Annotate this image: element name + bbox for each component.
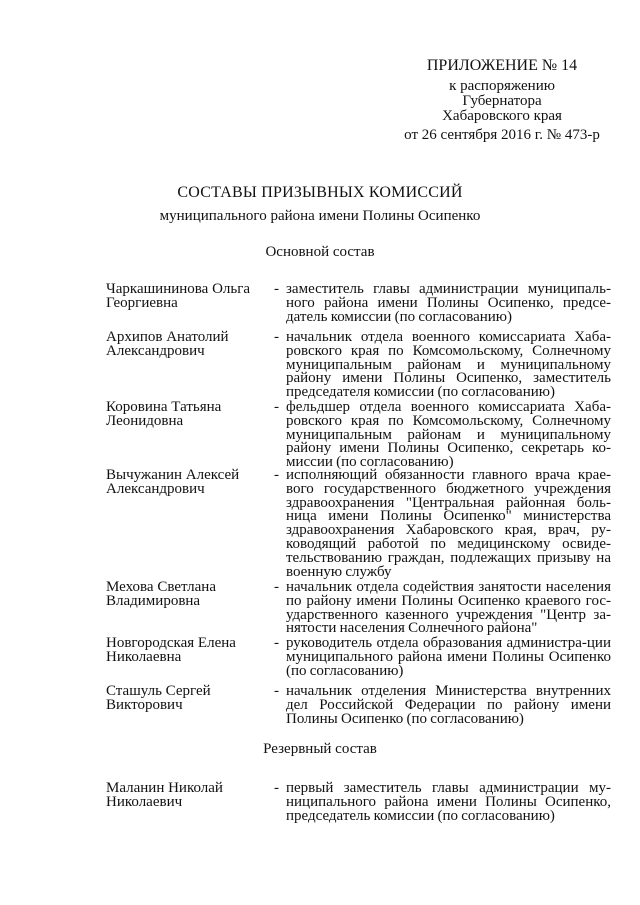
member-name: Чаркашининова Ольга Георгиевна xyxy=(106,281,251,311)
member-name: Архипов Анатолий Александрович xyxy=(106,329,229,359)
appendix-block xyxy=(392,58,612,143)
member-role: первый заместитель главы администрации му-ниципального района имени Полины Осипенко, председатель комиссии (по согласованию) xyxy=(286,780,611,824)
member-name: Коровина Татьяна Леонидовна xyxy=(106,399,222,429)
member-dash: - xyxy=(274,281,279,297)
member-role: фельдшер отдела военного комиссариата Хаба-ровского края по Комсомольскому, Солнечному муниципальным районам и муниципальному району имени Полины Осипенко, секретарь ко-миссии (по согласованию) xyxy=(286,399,611,471)
appendix-date: от 26 сентября 2016 г. № 473-р xyxy=(404,127,600,143)
member-name: Вычужанин Алексей Александрович xyxy=(106,467,240,497)
member-role: начальник отделения Министерства внутренних дел Российской Федерации по району имени Полины Осипенко (по согласованию) xyxy=(286,683,611,727)
member-name: Сташуль Сергей Викторович xyxy=(106,683,211,713)
member-dash: - xyxy=(274,683,279,699)
member-dash: - xyxy=(274,780,279,796)
member-dash: - xyxy=(274,329,279,345)
member-role: заместитель главы администрации муниципаль-ного района имени Полины Осипенко, предсе-датель комиссии (по согласованию) xyxy=(286,281,611,325)
member-role: начальник отдела военного комиссариата Хаба-ровского края по Комсомольскому, Солнечному муниципальным районам и муниципальному району имени Полины Осипенко, заместитель председателя комиссии (по согласованию) xyxy=(286,329,611,401)
main-section-heading: Основной состав xyxy=(265,244,375,260)
member-name: Мехова Светлана Владимировна xyxy=(106,579,216,609)
member-role: исполняющий обязанности главного врача краe-вого государственного бюджетного учреждения здравоохранения "Центральная районная боль-ница имени Полины Осипенко" министерства здравоохранения Хабаровского края, врач, ру-ководящий работой по медицинскому освиде-тельствованию граждан, подлежащих призыву на военную службу xyxy=(286,467,611,580)
member-name: Маланин Николай Николаевич xyxy=(106,780,223,810)
appendix-number: ПРИЛОЖЕНИЕ № 14 xyxy=(426,57,578,74)
appendix-line-2: Губернатора xyxy=(462,93,542,109)
member-dash: - xyxy=(274,579,279,595)
member-name: Новгородская Елена Николаевна xyxy=(106,635,236,665)
appendix-line-3: Хабаровского края xyxy=(442,108,562,124)
member-dash: - xyxy=(274,635,279,651)
document-subtitle: муниципального района имени Полины Осипенко xyxy=(159,208,481,224)
appendix-line-1: к распоряжению xyxy=(449,78,555,94)
reserve-section-heading: Резервный состав xyxy=(263,741,377,757)
member-role: начальник отдела содействия занятости населения по району имени Полины Осипенко краевого гос-ударственного казенного учреждения "Центр за-нятости населения Солнечного района" xyxy=(286,579,611,637)
member-dash: - xyxy=(274,467,279,483)
document-title: СОСТАВЫ ПРИЗЫВНЫХ КОМИССИЙ xyxy=(177,184,463,201)
member-role: руководитель отдела образования администра-ции муниципального района имени Полины Осипенко (по согласованию) xyxy=(286,635,611,679)
member-dash: - xyxy=(274,399,279,415)
